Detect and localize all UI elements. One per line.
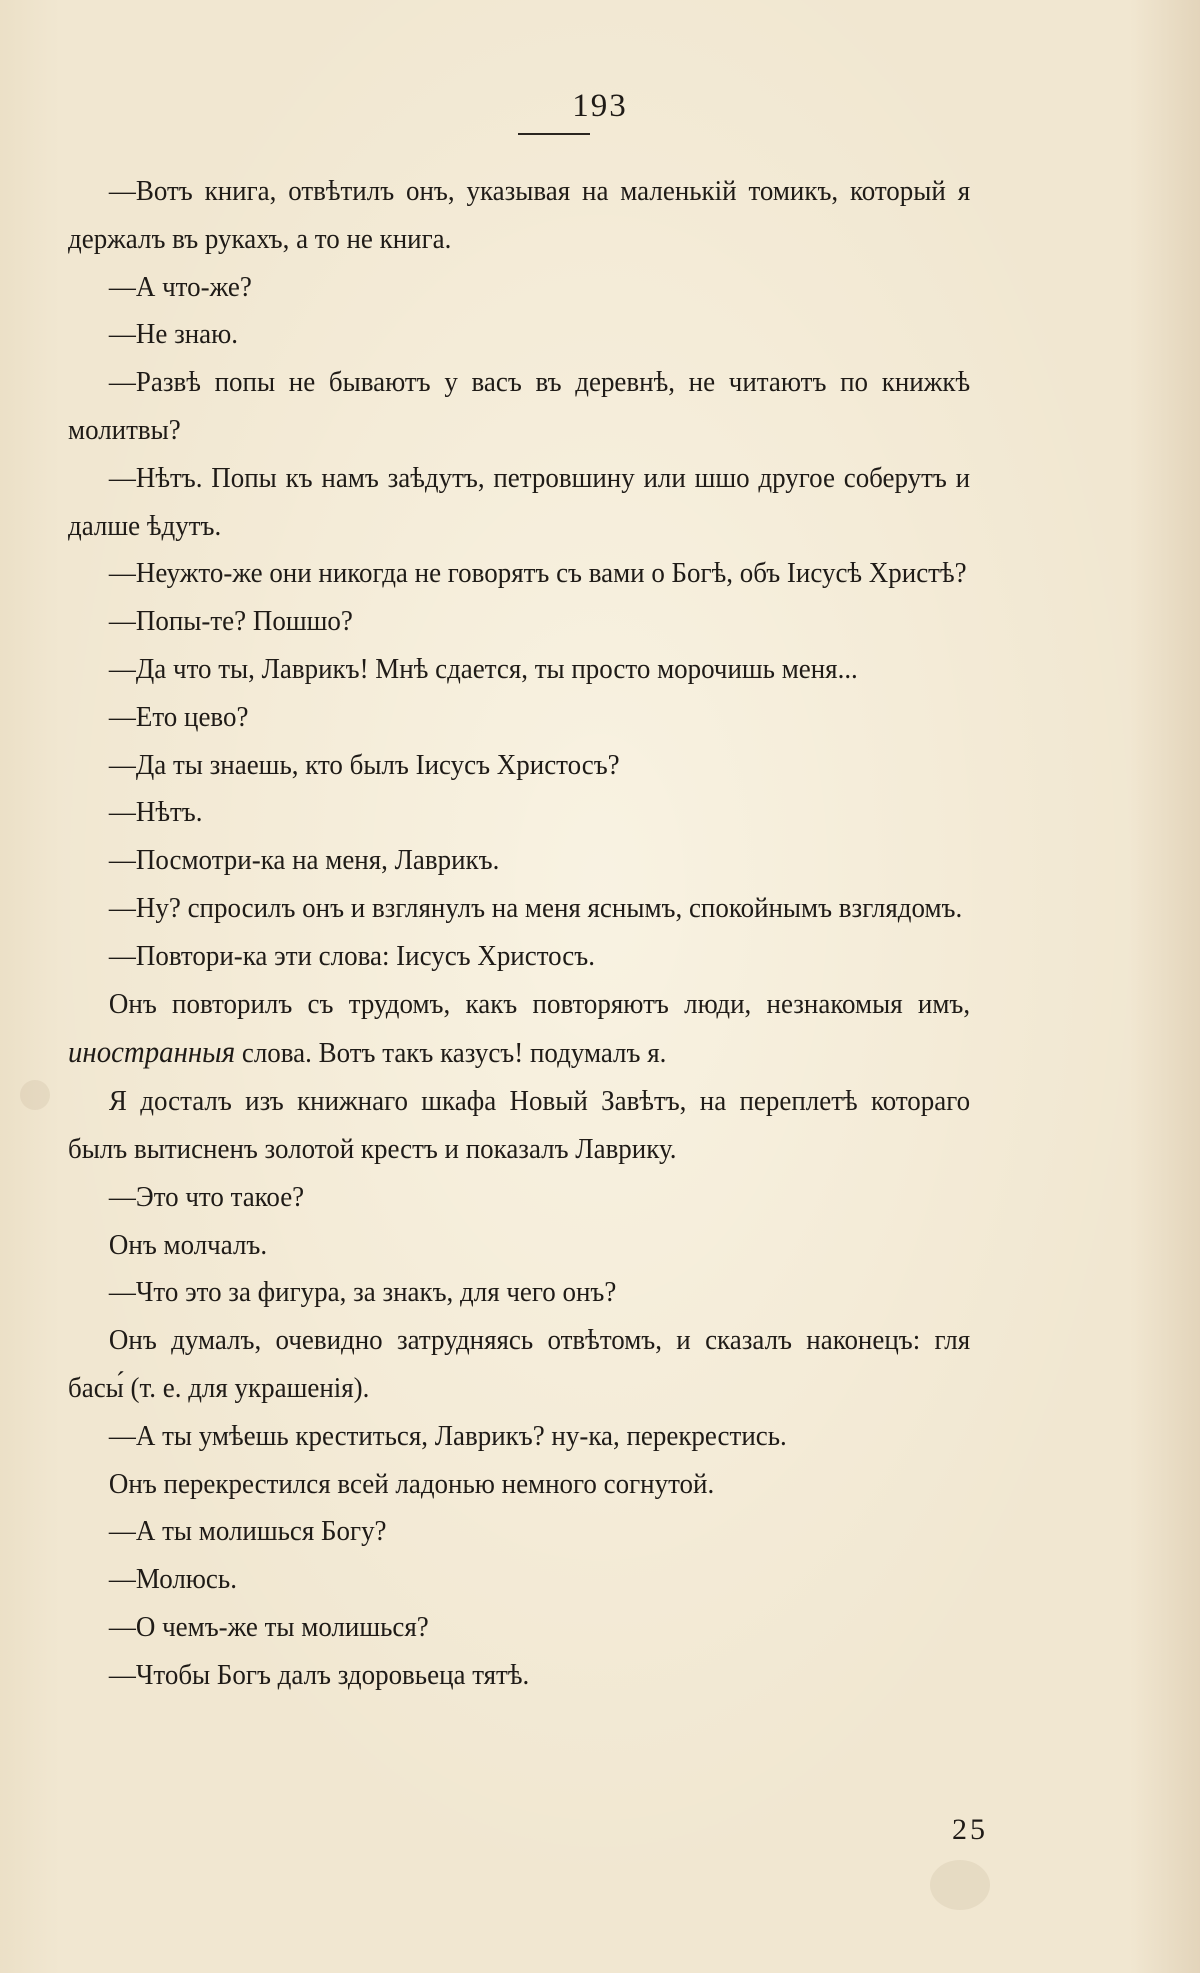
paragraph: —А что-же?: [108, 270, 252, 303]
paragraph-text: слова. Вотъ такъ казусъ! подумалъ я.: [241, 1037, 667, 1070]
paragraph: Онъ перекрестился всей ладонью немного согнутой.: [108, 1467, 715, 1500]
paper-stain: [930, 1860, 990, 1910]
paragraph: —Вотъ книга, отвѣтилъ онъ, указывая на маленькій томикъ, который я держалъ въ рукахъ, а то не книга.: [68, 175, 971, 255]
paragraph: —О чемъ-же ты молишься?: [108, 1610, 429, 1643]
paragraph: —Ну? спросилъ онъ и взглянулъ на меня яснымъ, спокойнымъ взглядомъ.: [108, 891, 963, 924]
paragraph: Онъ молчалъ.: [108, 1228, 268, 1261]
paragraph: —Развѣ попы не бываютъ у васъ въ деревнѣ, не читаютъ по книжкѣ молитвы?: [68, 366, 971, 446]
paragraph: —Молюсь.: [108, 1563, 237, 1596]
signature-mark: 25: [952, 1813, 988, 1846]
paragraph: —Да ты знаешь, кто былъ Іисусъ Христосъ?: [108, 748, 620, 781]
paragraph: —Нѣтъ. Попы къ намъ заѣдутъ, петровшину или шшо другое соберутъ и далше ѣдутъ.: [68, 461, 971, 542]
paragraph: —Неужто-же они никогда не говорятъ съ вами о Богѣ, объ Іисусѣ Христѣ?: [108, 557, 967, 590]
paragraph: Я досталъ изъ книжнаго шкафа Новый Завѣтъ, на переплетѣ котораго былъ вытисненъ золотой крестъ и показалъ Лаврику.: [68, 1085, 971, 1165]
body-text: [68, 168, 970, 1700]
paragraph: —Не знаю.: [108, 318, 239, 351]
paper-stain: [20, 1080, 50, 1110]
page-number: 193: [572, 88, 628, 124]
paragraph: Онъ думалъ, очевидно затрудняясь отвѣтомъ, и сказалъ наконецъ: гля басы́ (т. е. для украшенія).: [68, 1324, 971, 1404]
italic-word: иностранныя: [68, 1034, 236, 1070]
paragraph: —А ты умѣешь креститься, Лаврикъ? ну-ка, перекрестись.: [108, 1419, 787, 1452]
paragraph: —Попы-те? Пошшо?: [108, 605, 353, 638]
paragraph: —Что это за фигура, за знакъ, для чего онъ?: [108, 1276, 617, 1309]
paragraph-with-italic: [68, 981, 970, 1079]
paragraph: —Да что ты, Лаврикъ! Мнѣ сдается, ты просто морочишь меня...: [108, 652, 858, 685]
paragraph: —А ты молишься Богу?: [108, 1515, 387, 1548]
paragraph: —Это что такое?: [108, 1180, 305, 1213]
paragraph: —Повтори-ка эти слова: Іисусъ Христосъ.: [108, 939, 595, 972]
page-number-underline: [518, 133, 590, 135]
paragraph: —Чтобы Богъ далъ здоровьеца тятѣ.: [108, 1658, 530, 1691]
paragraph: —Ето цево?: [108, 700, 249, 733]
paragraph-text: Онъ повторилъ съ трудомъ, какъ повторяютъ люди, незнакомыя имъ,: [108, 987, 971, 1020]
paragraph: —Нѣтъ.: [108, 796, 203, 829]
paragraph: —Посмотри-ка на меня, Лаврикъ.: [108, 844, 500, 877]
